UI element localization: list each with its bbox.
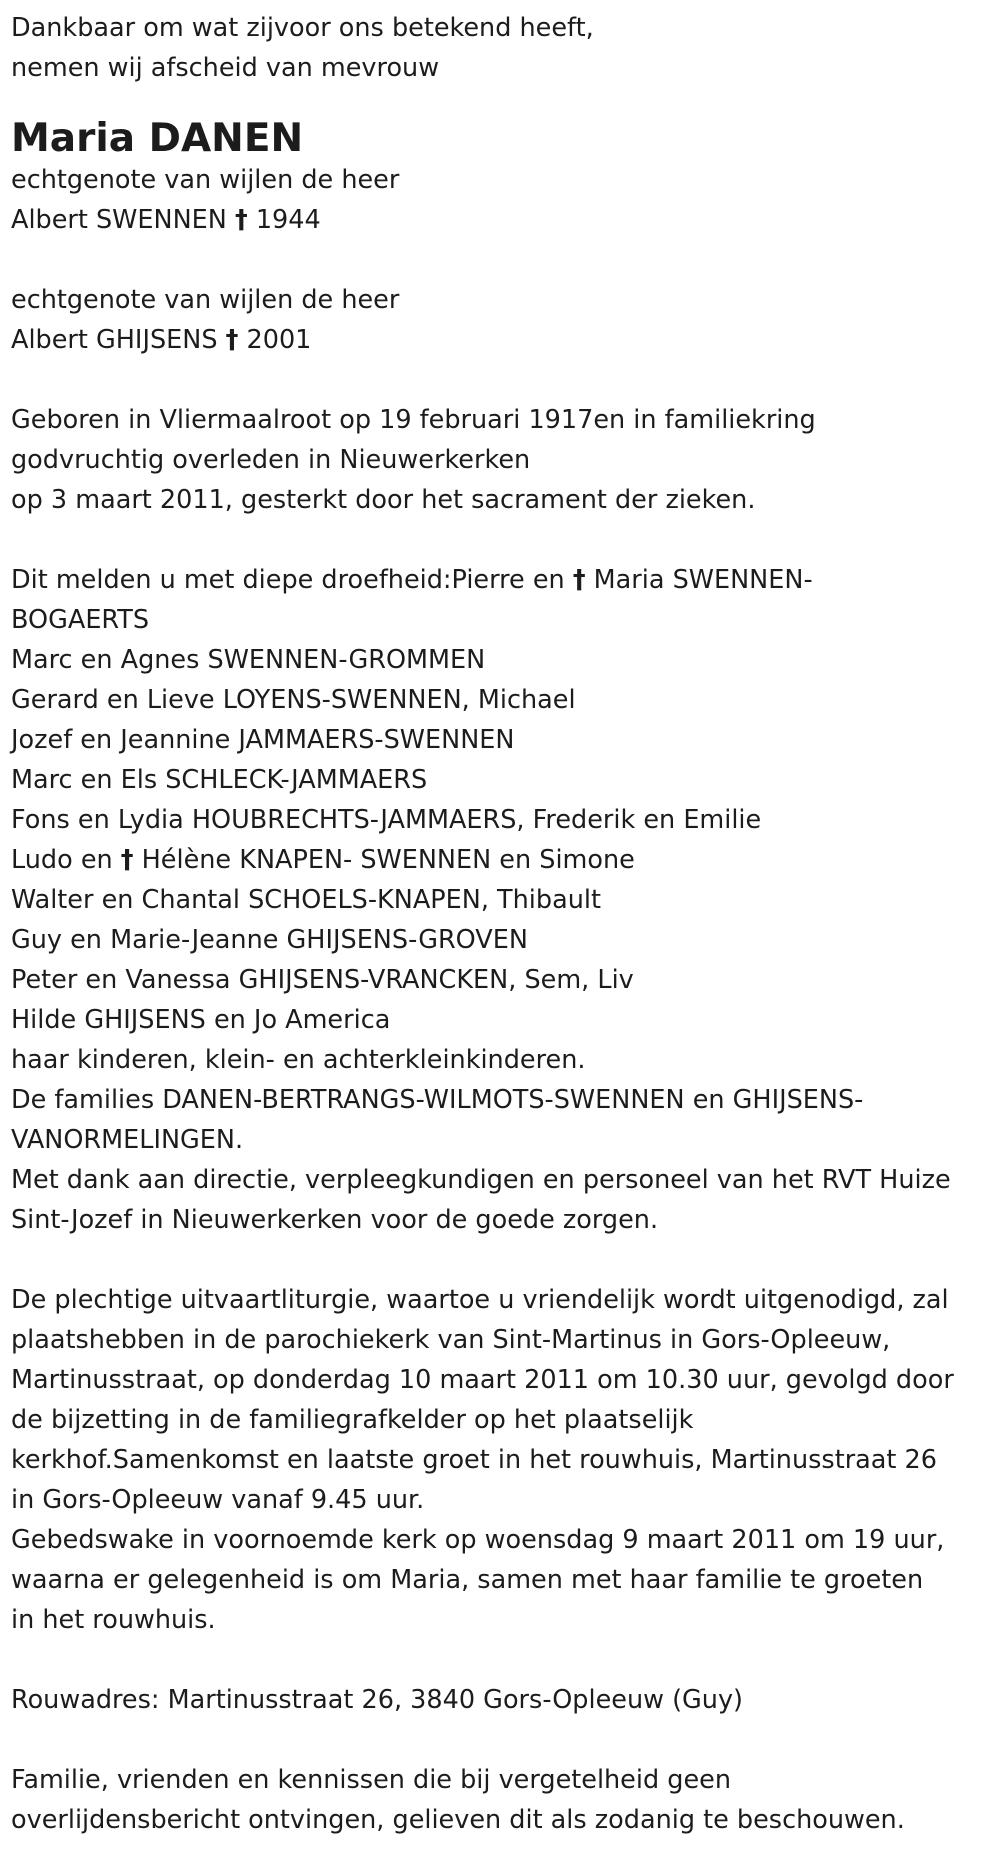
announcement-line: Fons en Lydia HOUBRECHTS-JAMMAERS, Frederik en Emilie	[11, 805, 762, 835]
funeral-line: plaatshebben in de parochiekerk van Sint-Martinus in Gors-Opleeuw,	[11, 1325, 891, 1355]
spouse-name: Albert GHIJSENS	[11, 325, 218, 355]
funeral-line: in Gors-Opleeuw vanaf 9.45 uur.	[11, 1485, 425, 1515]
announcement-line: De families DANEN-BERTRANGS-WILMOTS-SWENNEN en GHIJSENS-	[11, 1085, 864, 1115]
closing-line: Familie, vrienden en kennissen die bij vergetelheid geen	[11, 1765, 731, 1795]
mourning-address: Rouwadres: Martinusstraat 26, 3840 Gors-Opleeuw (Guy)	[11, 1685, 743, 1715]
cross-icon: †	[120, 845, 134, 875]
announcement-text: Dit melden u met diepe droefheid:Pierre en	[11, 565, 573, 595]
announcement-line	[11, 560, 1000, 600]
intro-line: nemen wij afscheid van mevrouw	[11, 53, 440, 83]
funeral-line: De plechtige uitvaartliturgie, waartoe u vriendelijk wordt uitgenodigd, zal	[11, 1285, 949, 1315]
announcement-line: BOGAERTS	[11, 605, 150, 635]
announcement-line: Marc en Els SCHLECK-JAMMAERS	[11, 765, 428, 795]
spacer	[11, 1240, 1000, 1280]
announcement-line: Guy en Marie-Jeanne GHIJSENS-GROVEN	[11, 925, 528, 955]
birth-death-line: godvruchtig overleden in Nieuwerkerken	[11, 445, 531, 475]
spouse-line	[11, 200, 1000, 240]
announcement-line: Jozef en Jeannine JAMMAERS-SWENNEN	[11, 725, 515, 755]
funeral-line: kerkhof.Samenkomst en laatste groet in het rouwhuis, Martinusstraat 26	[11, 1445, 937, 1475]
deceased-name: Maria DANEN	[11, 116, 304, 161]
birth-death-line: Geboren in Vliermaalroot op 19 februari 1917en in familiekring	[11, 405, 816, 435]
spacer	[11, 1640, 1000, 1680]
announcement-text: Ludo en	[11, 845, 121, 875]
spacer	[11, 240, 1000, 280]
funeral-line: waarna er gelegenheid is om Maria, samen met haar familie te groeten	[11, 1565, 924, 1595]
spouse-relation: echtgenote van wijlen de heer	[11, 285, 400, 315]
announcement-line: VANORMELINGEN.	[11, 1125, 244, 1155]
cross-icon: †	[234, 205, 248, 235]
birth-death-line: op 3 maart 2011, gesterkt door het sacrament der zieken.	[11, 485, 756, 515]
funeral-line: de bijzetting in de familiegrafkelder op het plaatselijk	[11, 1405, 694, 1435]
spacer	[11, 520, 1000, 560]
announcement-line: Met dank aan directie, verpleegkundigen en personeel van het RVT Huize	[11, 1165, 951, 1195]
spouse-relation: echtgenote van wijlen de heer	[11, 165, 400, 195]
announcement-line: Marc en Agnes SWENNEN-GROMMEN	[11, 645, 486, 675]
spouse-year: 1944	[255, 205, 321, 235]
announcement-line: haar kinderen, klein- en achterkleinkinderen.	[11, 1045, 586, 1075]
closing-line: overlijdensbericht ontvingen, gelieven dit als zodanig te beschouwen.	[11, 1805, 905, 1835]
funeral-line: Martinusstraat, op donderdag 10 maart 2011 om 10.30 uur, gevolgd door	[11, 1365, 954, 1395]
spouse-year: 2001	[246, 325, 312, 355]
cross-icon: †	[572, 565, 586, 595]
announcement-line: Sint-Jozef in Nieuwerkerken voor de goede zorgen.	[11, 1205, 659, 1235]
announcement-line	[11, 840, 1000, 880]
funeral-line: in het rouwhuis.	[11, 1605, 216, 1635]
spacer	[11, 88, 1000, 112]
spacer	[11, 360, 1000, 400]
announcement-line: Peter en Vanessa GHIJSENS-VRANCKEN, Sem, Liv	[11, 965, 634, 995]
cross-icon: †	[225, 325, 239, 355]
announcement-line: Gerard en Lieve LOYENS-SWENNEN, Michael	[11, 685, 576, 715]
announcement-text: Maria SWENNEN-	[585, 565, 813, 595]
announcement-line: Hilde GHIJSENS en Jo America	[11, 1005, 391, 1035]
announcement-text: Hélène KNAPEN- SWENNEN en Simone	[133, 845, 635, 875]
intro-line: Dankbaar om wat zijvoor ons betekend heeft,	[11, 13, 594, 43]
spouse-line	[11, 320, 1000, 360]
spacer	[11, 1720, 1000, 1760]
spouse-name: Albert SWENNEN	[11, 205, 227, 235]
funeral-line: Gebedswake in voornoemde kerk op woensdag 9 maart 2011 om 19 uur,	[11, 1525, 945, 1555]
announcement-line: Walter en Chantal SCHOELS-KNAPEN, Thibault	[11, 885, 601, 915]
